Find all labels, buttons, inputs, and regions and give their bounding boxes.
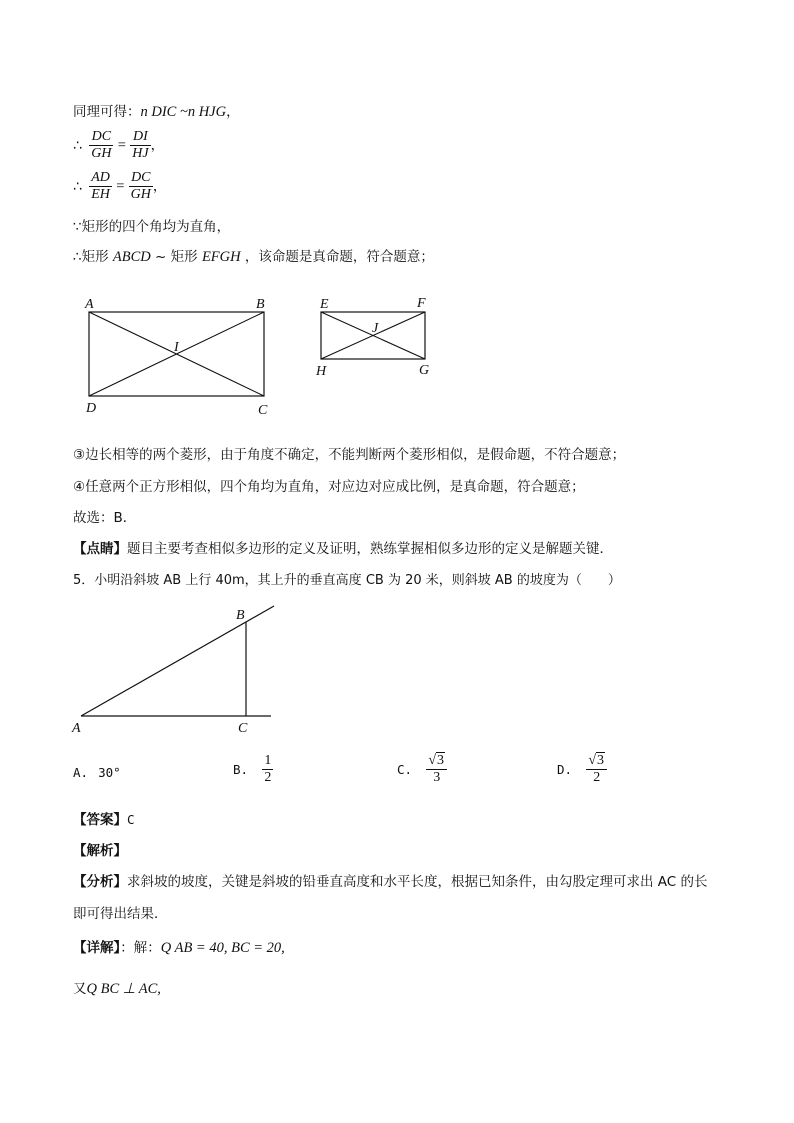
comma: ， <box>152 178 167 195</box>
text: 矩形 <box>81 249 113 265</box>
answer-line <box>73 811 135 829</box>
sqrt-symbol: √3 <box>428 753 445 768</box>
line-fraction-2 <box>73 170 166 203</box>
denominator: 2 <box>593 770 601 785</box>
line-square: ④任意两个正方形相似，四个角均为直角，对应边对应成比例，是真命题，符合题意； <box>73 479 585 495</box>
numerator <box>586 753 607 770</box>
numerator: DC <box>129 170 153 187</box>
radicand: 3 <box>437 753 445 768</box>
option-c[interactable] <box>397 753 447 786</box>
analysis-line-1 <box>73 873 708 891</box>
rectangles-figure <box>80 290 450 420</box>
option-label: D. <box>557 761 573 777</box>
detail-tag: 【详解】 <box>73 940 121 956</box>
analysis-line-2: 即可得出结果． <box>73 906 168 922</box>
text: 矩形的四个角均为直角， <box>81 219 231 235</box>
option-d[interactable] <box>557 753 607 786</box>
option-label: A. <box>73 765 89 780</box>
label-c: C <box>238 721 248 736</box>
fraction <box>262 753 273 786</box>
label-j: J <box>372 321 379 336</box>
detail-line <box>73 939 285 957</box>
label-c: C <box>258 403 268 418</box>
fraction <box>129 170 153 203</box>
math: Q BC ⊥ AC, <box>86 981 161 997</box>
math: ABCD <box>112 249 151 265</box>
fraction <box>89 129 113 162</box>
answer-tag: 【答案】 <box>73 812 127 828</box>
denominator: GH <box>130 187 151 202</box>
denominator: 3 <box>433 770 441 785</box>
line-right-angles <box>73 218 230 236</box>
equals: = <box>116 178 125 195</box>
fraction <box>89 170 112 203</box>
slope-line <box>81 606 274 716</box>
label-f: F <box>417 296 426 311</box>
line-rhombus: ③边长相等的两个菱形，由于角度不确定，不能判断两个菱形相似，是假命题，不符合题意； <box>73 447 626 463</box>
radicand: 3 <box>597 753 605 768</box>
math: Q AB = 40, BC = 20, <box>160 940 285 956</box>
numerator: AD <box>91 170 110 185</box>
label-i: I <box>174 340 179 355</box>
therefore-symbol: ∴ <box>73 178 82 195</box>
denominator: GH <box>91 146 112 161</box>
comment-tag: 【点睛】 <box>73 541 127 557</box>
option-b[interactable] <box>233 753 273 786</box>
text: ，该命题是真命题，符合题意； <box>240 249 434 265</box>
equals: = <box>117 137 126 154</box>
label-e: E <box>320 297 329 312</box>
denominator: EH <box>91 187 110 202</box>
line-similar-triangles <box>73 103 240 121</box>
math: n DIC ~n HJG <box>140 104 227 120</box>
detail-text: ：解： <box>120 940 161 956</box>
therefore-symbol: ∴ <box>73 249 82 265</box>
label-h: H <box>316 364 327 379</box>
because-symbol: ∵ <box>73 219 82 235</box>
comma: ， <box>150 137 165 154</box>
label-g: G <box>419 363 430 378</box>
answer-value: C <box>127 812 135 827</box>
text: ， <box>226 104 240 120</box>
option-value: 30° <box>98 765 121 780</box>
label-b: B <box>256 297 265 312</box>
line-fraction-1 <box>73 129 164 162</box>
analysis-heading: 【解析】 <box>73 843 127 859</box>
text: 同理可得： <box>73 104 141 120</box>
math: EFGH <box>201 249 241 265</box>
line-rect-similar <box>73 248 434 266</box>
label-d: D <box>86 401 97 416</box>
analysis-tag: 【分析】 <box>73 874 127 890</box>
last-line <box>73 980 161 998</box>
fraction <box>130 129 150 162</box>
numerator: 1 <box>264 753 272 768</box>
fraction <box>426 753 447 786</box>
text: 又 <box>73 981 87 997</box>
text: ~ 矩形 <box>150 249 202 265</box>
comment-text: 题目主要考查相似多边形的定义及证明，熟练掌握相似多边形的定义是解题关键． <box>127 541 613 557</box>
numerator: DI <box>130 129 150 146</box>
line-comment <box>73 540 613 558</box>
therefore-symbol: ∴ <box>73 137 82 154</box>
option-label: C. <box>397 761 413 777</box>
sqrt-symbol: √3 <box>588 753 605 768</box>
label-a: A <box>72 721 81 736</box>
slope-figure <box>66 598 286 738</box>
denominator: 2 <box>264 770 272 785</box>
label-a: A <box>85 297 94 312</box>
fraction <box>586 753 607 786</box>
question-5: 5．小明沿斜坡 AB 上行 40m，其上升的垂直高度 CB 为 20 米，则斜坡 AB 的坡度为（ ） <box>73 573 621 588</box>
denominator: HJ <box>132 146 149 161</box>
option-label: B. <box>233 761 249 777</box>
line-choose: 故选：B． <box>73 510 137 526</box>
numerator: DC <box>89 129 113 146</box>
label-b: B <box>236 608 245 623</box>
analysis-text: 求斜坡的坡度，关键是斜坡的铅垂直高度和水平长度，根据已知条件，由勾股定理可求出 AC 的长 <box>127 874 708 890</box>
option-a[interactable] <box>73 765 121 781</box>
numerator <box>426 753 447 770</box>
